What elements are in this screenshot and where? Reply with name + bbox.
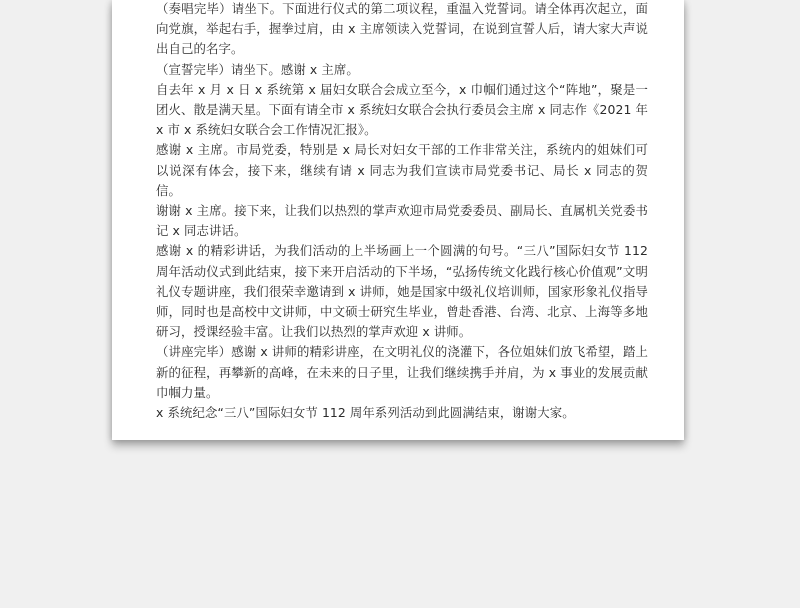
document-page [112,0,684,440]
paragraph: （讲座完毕）感谢 x 讲师的精彩讲座，在文明礼仪的浇灌下，各位姐妹们放飞希望，踏上新的征程，再攀新的高峰，在未来的日子里，让我们继续携手并肩，为 x 事业的发展贡献巾帼力量。 [156,344,648,400]
paragraph: 谢谢 x 主席。接下来，让我们以热烈的掌声欢迎市局党委委员、副局长、直属机关党委书记 x 同志讲话。 [156,203,648,239]
paragraph: 感谢 x 主席。市局党委，特别是 x 局长对妇女干部的工作非常关注，系统内的姐妹们可以说深有体会，接下来，继续有请 x 同志为我们宣读市局党委书记、局长 x 同志的贺信。 [156,142,648,198]
paragraph: x 系统纪念“三八”国际妇女节 112 周年系列活动到此圆满结束，谢谢大家。 [156,405,575,421]
paragraph: （奏唱完毕）请坐下。下面进行仪式的第二项议程，重温入党誓词。请全体再次起立，面向党旗，举起右手，握拳过肩，由 x 主席领读入党誓词，在说到宣誓人后，请大家大声说出自己的名字。 [156,1,648,57]
paragraph: 感谢 x 的精彩讲话，为我们活动的上半场画上一个圆满的句号。“三八”国际妇女节 112 周年活动仪式到此结束，接下来开启活动的下半场，“弘扬传统文化践行核心价值观”文明礼仪专题讲座，我们很荣幸邀请到 x 讲师，她是国家中级礼仪培训师，国家形象礼仪指导师，同时也是高校中文讲师，中文硕士研究生毕业，曾赴香港、台湾、北京、上海等多地研习，授课经验丰富。让我们以热烈的掌声欢迎 x 讲师。 [156,243,648,340]
paragraph: 自去年 x 月 x 日 x 系统第 x 届妇女联合会成立至今，x 巾帼们通过这个“阵地”，聚是一团火、散是满天星。下面有请全市 x 系统妇女联合会执行委员会主席 x 同志作《2021 年 x 市 x 系统妇女联合会工作情况汇报》。 [156,81,648,138]
paragraph: （宣誓完毕）请坐下。感谢 x 主席。 [156,61,359,77]
document-body [156,0,648,423]
